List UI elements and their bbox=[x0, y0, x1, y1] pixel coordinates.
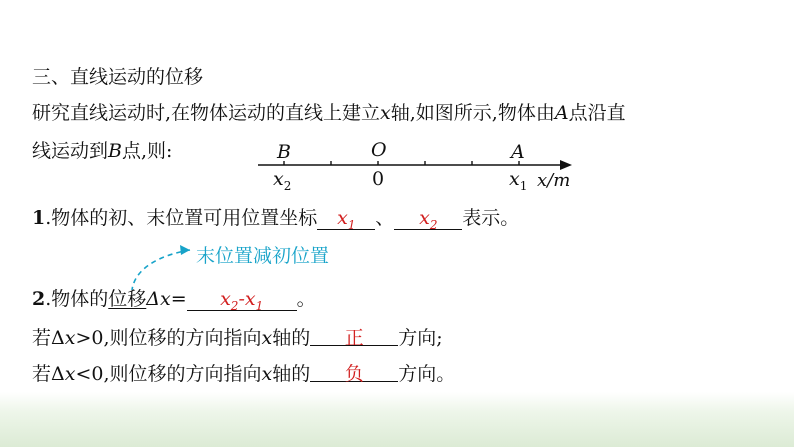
axis-label-o: O bbox=[371, 139, 387, 161]
intro-text: 线运动到 bbox=[32, 140, 109, 162]
item-text: .物体的 bbox=[45, 288, 109, 310]
rule-var: x bbox=[261, 327, 273, 349]
answer-blank-1: $x_1$ bbox=[317, 207, 375, 230]
rule-text: 若Δ bbox=[32, 327, 65, 349]
underlined-term: 位移 bbox=[108, 288, 147, 310]
rule-text: 轴的 bbox=[272, 327, 311, 349]
axis-arrow bbox=[560, 160, 572, 170]
item-number: 2 bbox=[32, 288, 46, 310]
rule-var: x bbox=[64, 327, 76, 349]
annotation-text: 末位置减初位置 bbox=[196, 245, 330, 267]
rule-text: <0,则位移的方向指向 bbox=[75, 363, 262, 385]
answer-blank-3: $x_2-x_1$ bbox=[187, 288, 297, 311]
item-end: 。 bbox=[296, 288, 316, 310]
axis-unit: x/m bbox=[537, 170, 571, 191]
answer-blank-2: $x_2$ bbox=[394, 207, 462, 230]
item-number: 1 bbox=[32, 207, 46, 229]
item-2 bbox=[32, 284, 316, 311]
rule-text: 若Δ bbox=[32, 363, 65, 385]
rule-positive bbox=[32, 323, 443, 350]
rule-text: 方向; bbox=[398, 327, 443, 349]
answer-blank-4: 正 bbox=[310, 323, 398, 346]
axis-coord-x2: $x_2$ bbox=[273, 168, 292, 193]
section-heading: 三、直线运动的位移 bbox=[32, 66, 204, 88]
item-text: .物体的初、末位置可用位置坐标 bbox=[45, 207, 318, 229]
delta-expr: Δx= bbox=[146, 288, 187, 310]
axis-label-a: A bbox=[511, 141, 525, 163]
intro-text: 点沿直 bbox=[568, 102, 626, 124]
item-text: 表示。 bbox=[462, 207, 520, 229]
intro-text: 研究直线运动时,在物体运动的直线上建立 bbox=[32, 102, 381, 124]
answer-blank-5: 负 bbox=[310, 359, 398, 382]
axis-label-b: B bbox=[277, 141, 291, 163]
point-label: B bbox=[108, 140, 122, 162]
rule-text: 轴的 bbox=[272, 363, 311, 385]
rule-text: 方向。 bbox=[398, 363, 456, 385]
item-1 bbox=[32, 203, 519, 230]
axis-coord-zero: 0 bbox=[372, 168, 385, 190]
rule-text: >0,则位移的方向指向 bbox=[75, 327, 262, 349]
rule-var: x bbox=[261, 363, 273, 385]
axis-coord-x1: $x_1$ bbox=[509, 168, 528, 193]
point-label: A bbox=[554, 102, 569, 124]
intro-text: 点,则: bbox=[121, 140, 173, 162]
axis-var: x bbox=[380, 102, 391, 124]
intro-text: 轴,如图所示,物体由 bbox=[390, 102, 555, 124]
item-sep: 、 bbox=[375, 207, 395, 229]
rule-negative bbox=[32, 359, 455, 386]
rule-var: x bbox=[64, 363, 76, 385]
